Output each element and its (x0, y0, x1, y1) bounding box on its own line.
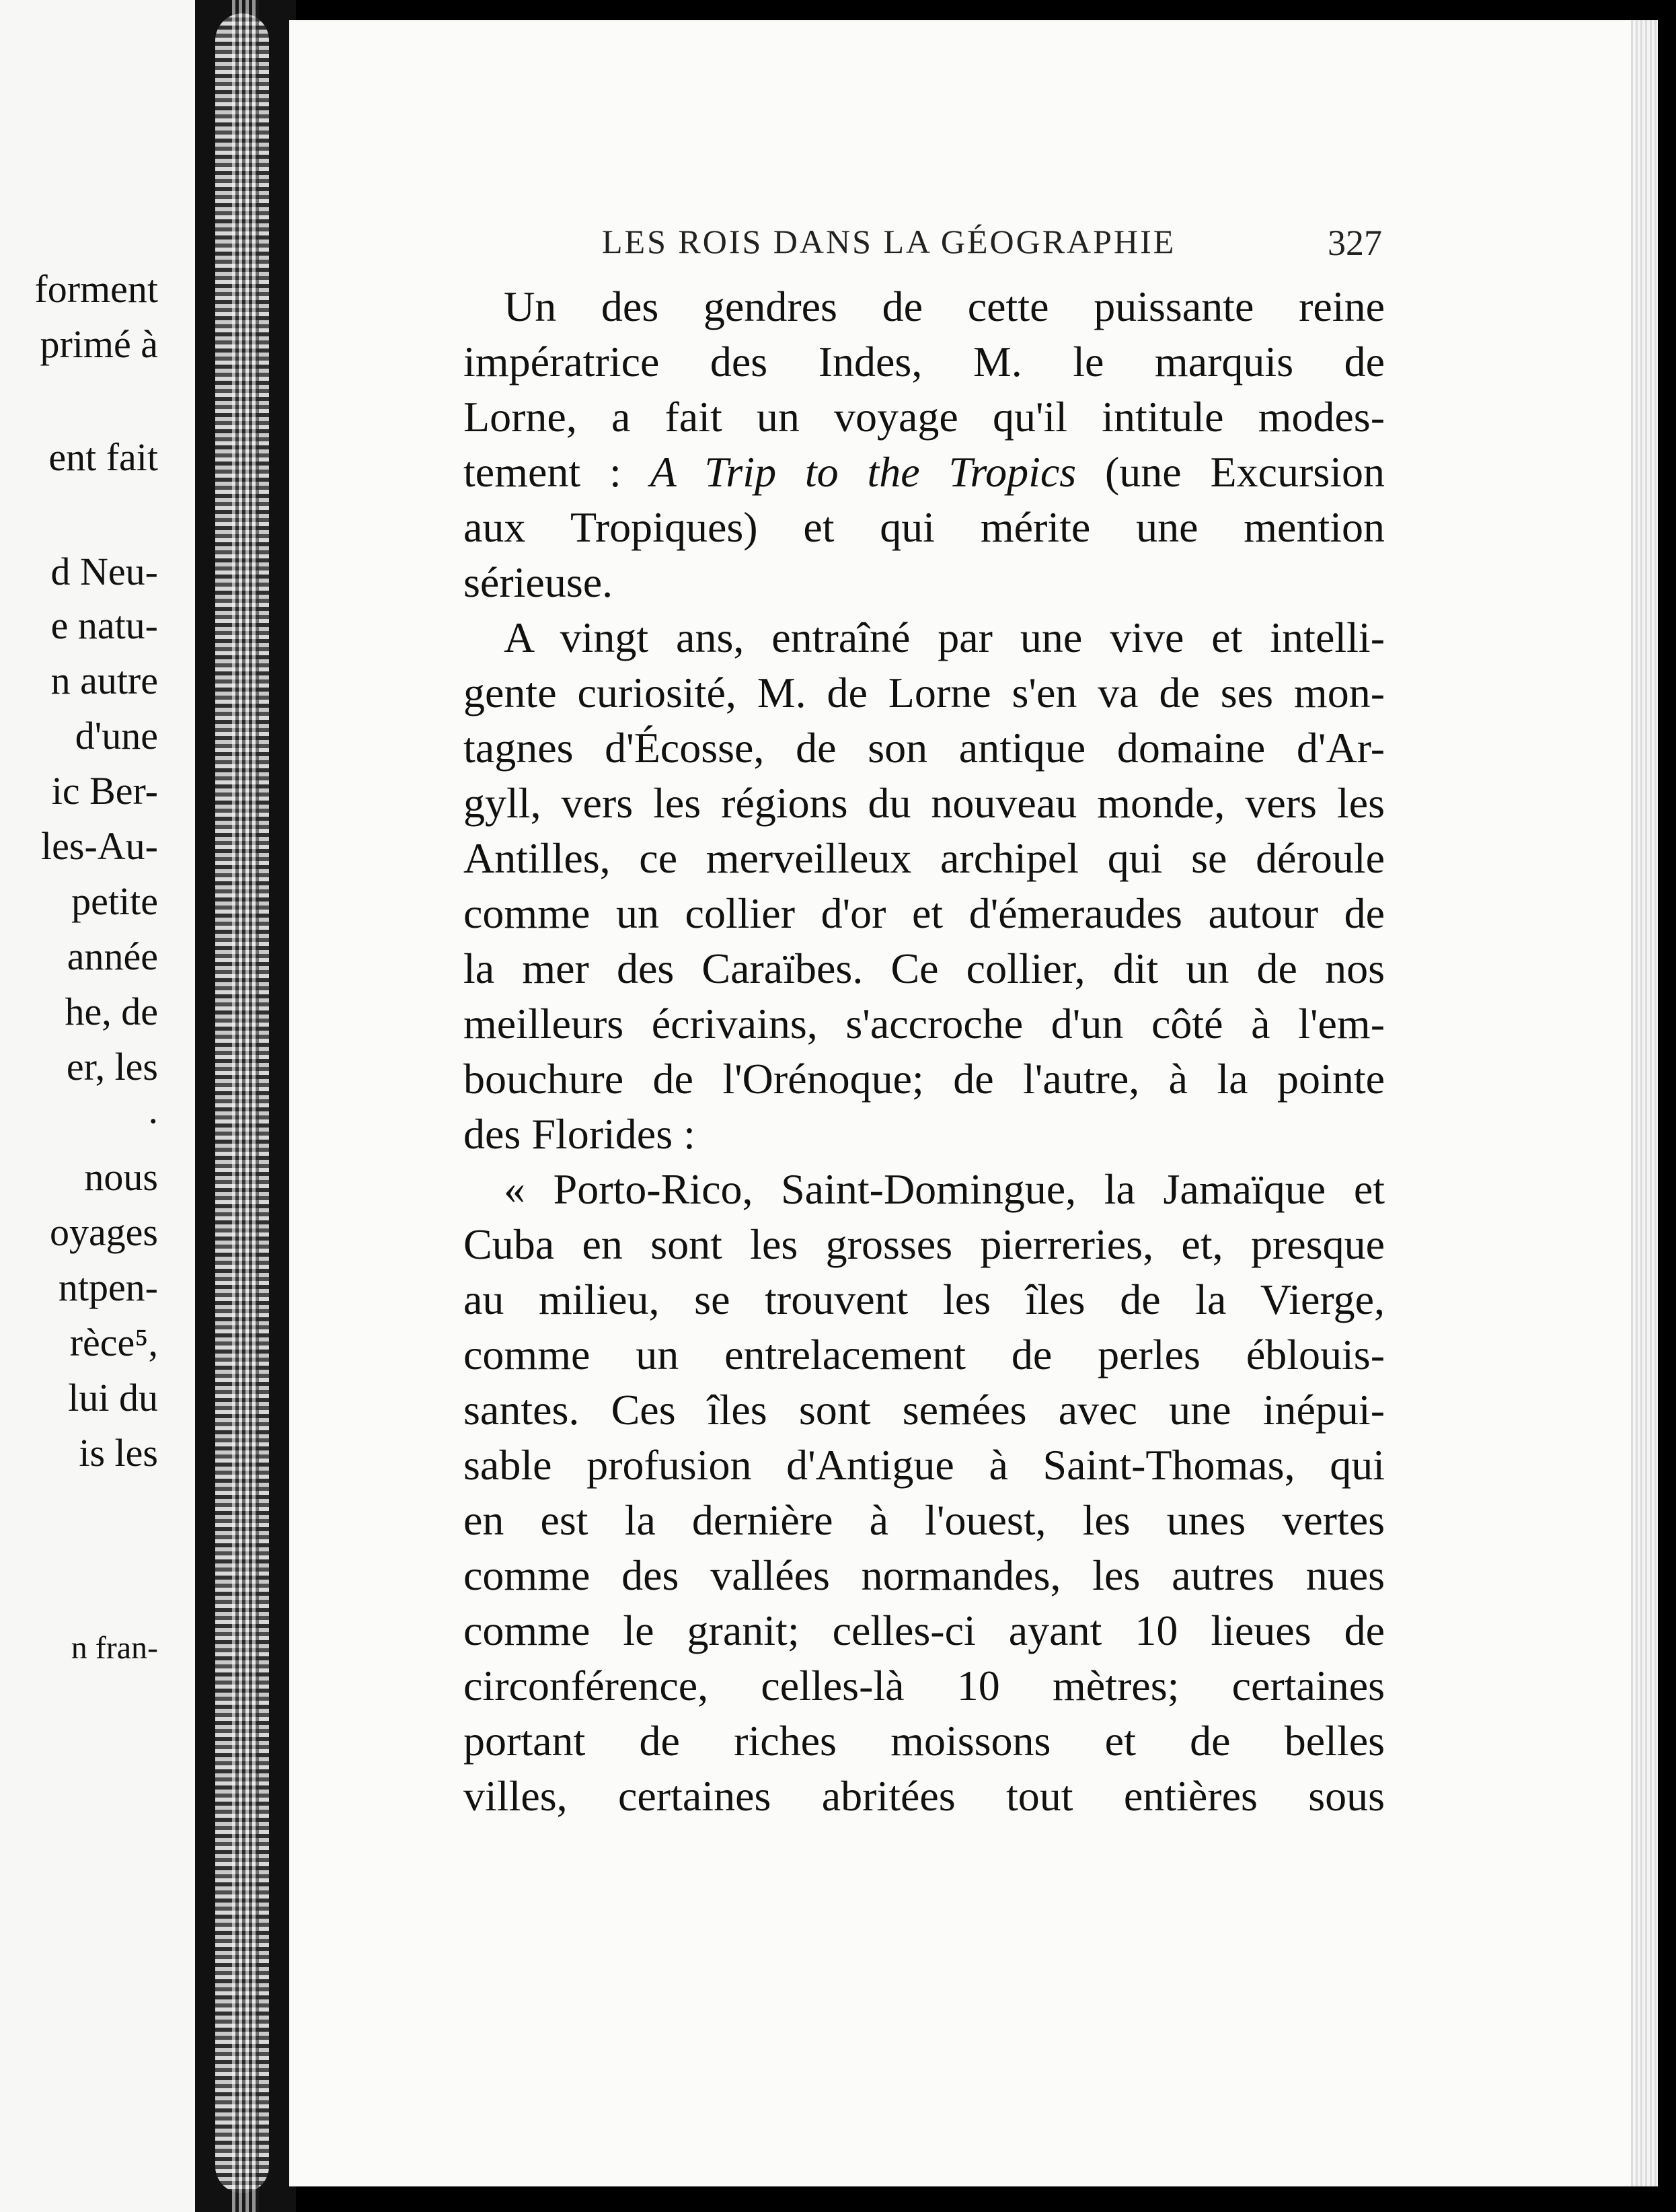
running-title: LES ROIS DANS LA GÉOGRAPHIE (602, 223, 1176, 260)
text-line: comme un collier d'or et d'émeraudes autour de (463, 889, 1385, 937)
page-number: 327 (1328, 223, 1382, 263)
text-line: impératrice des Indes, M. le marquis de (463, 338, 1385, 385)
left-fragment-line: is les (79, 1431, 158, 1475)
book-title: A Trip to the Tropics (650, 448, 1077, 496)
current-page (289, 20, 1631, 2186)
text-line: meilleurs écrivains, s'accroche d'un côté à l'em- (463, 1000, 1385, 1047)
text-line: aux Tropiques) et qui mérite une mention (463, 503, 1385, 551)
left-fragment-line: nous (84, 1155, 158, 1199)
text-line: en est la dernière à l'ouest, les unes vertes (463, 1496, 1385, 1544)
left-fragment-line: année (67, 934, 158, 978)
text-line: des Florides : (463, 1110, 695, 1158)
binding-thread (232, 0, 259, 2212)
left-fragment-line: rèce⁵, (69, 1321, 158, 1364)
left-fragment-line: lui du (68, 1376, 158, 1420)
text-line: Un des gendres de cette puissante reine (504, 283, 1385, 330)
left-fragment-line: he, de (65, 990, 158, 1033)
page-edges (1631, 20, 1658, 2186)
text-line: sable profusion d'Antigue à Saint-Thomas, qui (463, 1441, 1385, 1489)
previous-page-fragment (0, 0, 222, 2212)
left-fragment-line: ntpen- (58, 1265, 158, 1309)
left-fragment-line: er, les (66, 1045, 158, 1089)
text-line: comme des vallées normandes, les autres nues (463, 1551, 1385, 1599)
text-line: Cuba en sont les grosses pierreries, et, presque (463, 1220, 1385, 1268)
text-line: circonférence, celles-là 10 mètres; certaines (463, 1662, 1385, 1709)
body-text (463, 279, 1385, 1824)
text-line: A vingt ans, entraîné par une vive et intelli- (504, 614, 1385, 661)
text-line: comme un entrelacement de perles éblouis- (463, 1331, 1385, 1378)
text-line: santes. Ces îles sont semées avec une inépui- (463, 1386, 1385, 1434)
running-head (289, 222, 1631, 276)
text-line-with-title (463, 445, 1385, 500)
left-fragment-line: . (148, 1088, 158, 1132)
left-fragment-line: primé à (40, 322, 158, 366)
left-fragment-footnote: n fran- (71, 1630, 158, 1666)
left-fragment-line: les-Au- (41, 824, 158, 868)
left-fragment-line: d'une (75, 714, 158, 758)
left-fragment-line: petite (71, 879, 158, 923)
text-line: bouchure de l'Orénoque; de l'autre, à la pointe (463, 1055, 1385, 1103)
text-line: la mer des Caraïbes. Ce collier, dit un de nos (463, 945, 1385, 992)
text-line: Antilles, ce merveilleux archipel qui se déroule (463, 834, 1385, 882)
text-fragment: tement : (463, 448, 650, 496)
left-fragment-line: forment (34, 267, 158, 311)
left-fragment-line: d Neu- (50, 550, 158, 593)
left-fragment-line: ent fait (48, 435, 158, 479)
left-fragment-line: oyages (49, 1210, 158, 1254)
text-line: villes, certaines abritées tout entières sous (463, 1772, 1385, 1820)
left-fragment-line: e natu- (50, 603, 158, 647)
text-line: portant de riches moissons et de belles (463, 1717, 1385, 1765)
text-line: gente curiosité, M. de Lorne s'en va de ses mon- (463, 669, 1385, 716)
text-line: tagnes d'Écosse, de son antique domaine d'Ar- (463, 724, 1385, 772)
left-fragment-line: n autre (50, 659, 158, 702)
text-line: au milieu, se trouvent les îles de la Vierge, (463, 1276, 1385, 1323)
book-gutter (195, 0, 296, 2212)
text-line: comme le granit; celles-ci ayant 10 lieues de (463, 1607, 1385, 1654)
text-fragment: (une Excursion (1076, 448, 1385, 496)
text-line: « Porto-Rico, Saint-Domingue, la Jamaïque et (504, 1165, 1385, 1213)
left-fragment-line: ic Ber- (51, 769, 158, 813)
text-line: sérieuse. (463, 558, 613, 606)
text-line: gyll, vers les régions du nouveau monde, vers les (463, 779, 1385, 827)
text-line: Lorne, a fait un voyage qu'il intitule modes- (463, 393, 1385, 441)
